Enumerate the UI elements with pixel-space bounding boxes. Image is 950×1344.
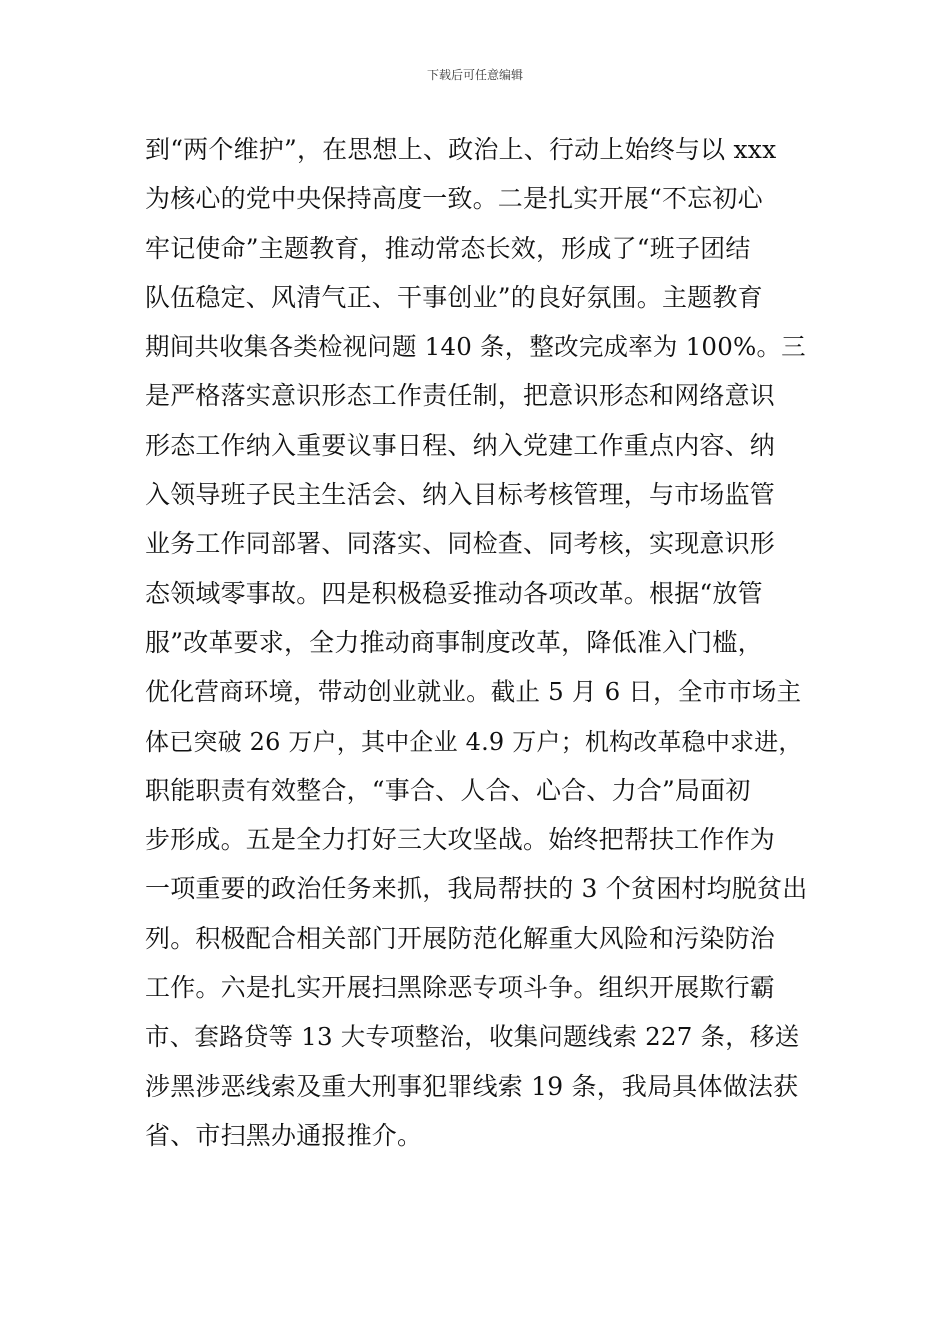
text-line: 为核心的党中央保持高度一致。二是扎实开展“不忘初心 xyxy=(145,184,763,214)
text-line: 期间共收集各类检视问题 140 条，整改完成率为 100%。三 xyxy=(145,332,806,362)
text-line: 列。积极配合相关部门开展防范化解重大风险和污染防治 xyxy=(145,923,776,953)
document-body xyxy=(145,130,810,1165)
text-line: 形态工作纳入重要议事日程、纳入党建工作重点内容、纳 xyxy=(145,430,776,460)
text-line: 市、套路贷等 13 大专项整治，收集问题线索 227 条，移送 xyxy=(145,1022,800,1052)
page-header: 下载后可任意编辑 xyxy=(426,68,523,82)
text-line: 涉黑涉恶线索及重大刑事犯罪线索 19 条，我局具体做法获 xyxy=(145,1071,799,1101)
text-line: 是严格落实意识形态工作责任制，把意识形态和网络意识 xyxy=(145,381,776,411)
text-line: 入领导班子民主生活会、纳入目标考核管理，与市场监管 xyxy=(145,480,776,510)
text-line: 体已突破 26 万户，其中企业 4.9 万户；机构改革稳中求进， xyxy=(145,727,803,756)
text-line: 队伍稳定、风清气正、干事创业”的良好氛围。主题教育 xyxy=(145,282,763,312)
text-line: 步形成。五是全力打好三大攻坚战。始终把帮扶工作作为 xyxy=(145,825,776,855)
text-line: 业务工作同部署、同落实、同检查、同考核，实现意识形 xyxy=(145,529,776,559)
text-line: 工作。六是扎实开展扫黑除恶专项斗争。组织开展欺行霸 xyxy=(145,973,776,1003)
text-line: 牢记使命”主题教育，推动常态长效，形成了“班子团结 xyxy=(145,233,751,263)
text-line: 省、市扫黑办通报推介。 xyxy=(145,1120,423,1150)
text-line: 职能职责有效整合，“事合、人合、心合、力合”局面初 xyxy=(145,775,751,805)
text-line: 一项重要的政治任务来抓，我局帮扶的 3 个贫困村均脱贫出 xyxy=(145,874,808,904)
text-line: 优化营商环境，带动创业就业。截止 5 月 6 日，全市市场主 xyxy=(145,677,802,707)
text-line: 态领域零事故。四是积极稳妥推动各项改革。根据“放管 xyxy=(145,578,763,608)
text-line: 服”改革要求，全力推动商事制度改革，降低准入门槛， xyxy=(145,627,763,657)
text-line: 到“两个维护”，在思想上、政治上、行动上始终与以 xxx xyxy=(145,135,777,164)
